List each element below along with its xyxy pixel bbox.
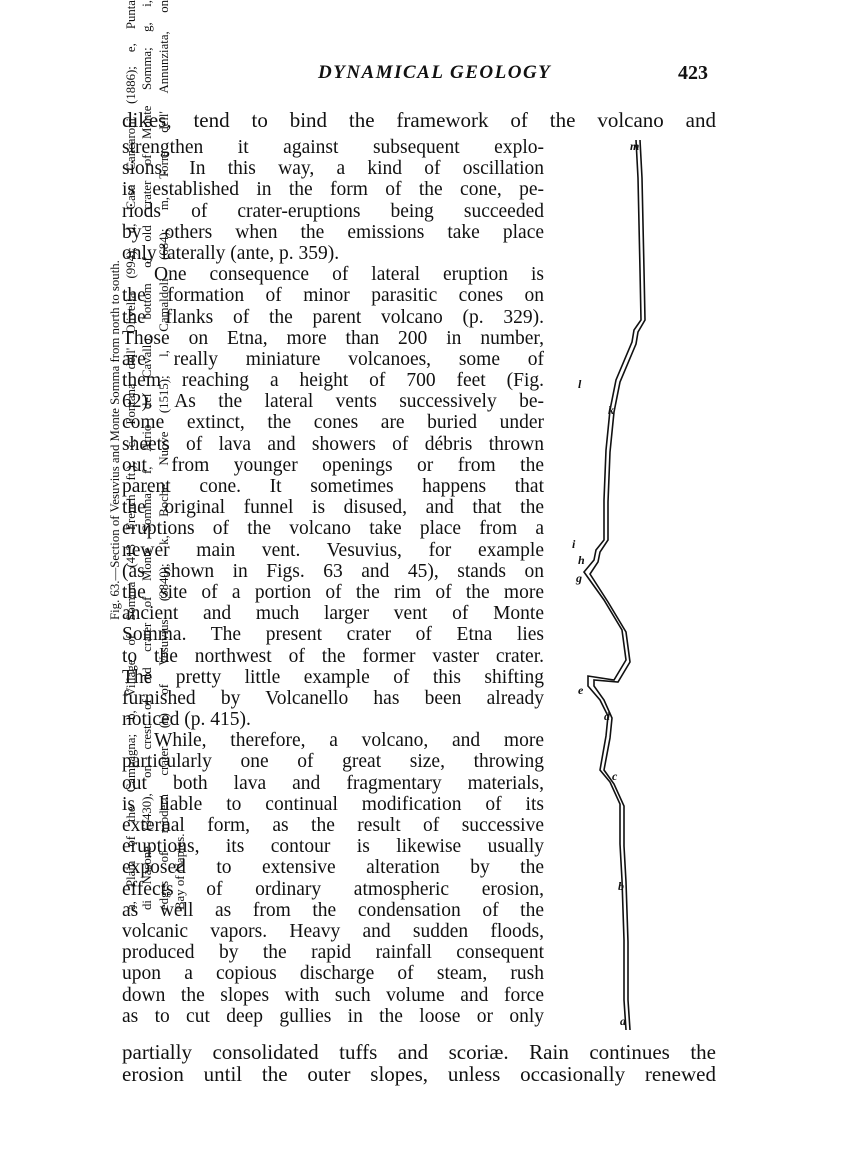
body-line: only laterally (ante, p. 359). bbox=[122, 242, 340, 264]
body-line: exposed to extensive alteration by the bbox=[122, 857, 544, 879]
body-line: the site of a portion of the rim of the more bbox=[122, 581, 544, 603]
profile-label-b: b bbox=[618, 879, 624, 893]
body-line: eruptions, its contour is likewise usually bbox=[122, 836, 544, 858]
body-line: to the northwest of the former vaster crater. bbox=[122, 645, 544, 667]
body-line: out from younger openings or from the bbox=[122, 454, 544, 476]
body-line: The pretty little example of this shifting bbox=[122, 666, 544, 688]
body-line: particularly one of great size, throwing bbox=[122, 751, 544, 773]
body-line: is established in the form of the cone, pe- bbox=[122, 179, 544, 201]
caption-line: di Nasone (3430), on crest of old crater of Monte Somma; f, Atrio del Cavallo, bottom of old crater of Monte Somma; g, i, bbox=[140, 0, 155, 910]
body-line-full-bottom: erosion until the outer slopes, unless occasionally renewed bbox=[122, 1062, 716, 1086]
body-line: strengthen it against subsequent explo- bbox=[122, 137, 544, 158]
caption-line: a, Plain of the Campagna; b, Village of Somma (413 French ft.); c, Fontana dell' Olivella (994); d, Casa Cancaroni (1886); e, Punta bbox=[124, 0, 139, 910]
body-line: the original funnel is disused, and that the bbox=[122, 497, 544, 519]
body-line: noticed (p. 415). bbox=[122, 709, 251, 731]
body-line: sheets of lava and showers of débris thrown bbox=[122, 433, 544, 455]
profile-label-d: d bbox=[604, 709, 610, 723]
running-title: DYNAMICAL GEOLOGY bbox=[318, 62, 552, 83]
profile-label-a: a bbox=[620, 1014, 626, 1028]
body-line: external form, as the result of successive bbox=[122, 815, 544, 836]
body-line: parent cone. It sometimes happens that bbox=[122, 476, 544, 497]
body-line: as to cut deep gullies in the loose or only bbox=[122, 1005, 544, 1027]
body-line: is liable to continual modification of its bbox=[122, 793, 544, 815]
body-line: (as shown in Figs. 63 and 45), stands on bbox=[122, 560, 544, 582]
body-line: 62). As the lateral vents successively be- bbox=[122, 391, 544, 413]
body-line: the flanks of the parent volcano (p. 329). bbox=[122, 306, 544, 328]
body-line: down the slopes with such volume and force bbox=[122, 984, 544, 1006]
body-line: Those on Etna, more than 200 in number, bbox=[122, 327, 544, 349]
profile-label-c: c bbox=[612, 769, 618, 783]
profile-label-i: i bbox=[572, 537, 576, 551]
body-line: come extinct, the cones are buried under bbox=[122, 412, 544, 434]
body-line: as well as from the condensation of the bbox=[122, 899, 544, 921]
figure-63 bbox=[548, 120, 728, 1050]
body-line: furnished by Volcanello has been already bbox=[122, 687, 544, 709]
body-line: volcanic vapors. Heavy and sudden floods, bbox=[122, 920, 544, 942]
body-line: newer main vent. Vesuvius, for example bbox=[122, 539, 544, 561]
volcano-section-profile bbox=[548, 120, 673, 1050]
caption-title: Fig. 63.—Section of Vesuvius and Monte Somma from north to south. bbox=[108, 260, 122, 620]
body-line-full-top: dikes, tend to bind the framework of the volcano and bbox=[122, 108, 716, 132]
body-line: Somma. The present crater of Etna lies bbox=[122, 624, 544, 646]
body-line: by others when the emissions take place bbox=[122, 221, 544, 243]
body-line: riods of crater-eruptions being succeeded bbox=[122, 200, 544, 222]
body-line: upon a copious discharge of steam, rush bbox=[122, 963, 544, 985]
body-line: produced by the rapid rainfall consequent bbox=[122, 942, 544, 964]
profile-label-g: g bbox=[576, 571, 582, 585]
body-line: out both lava and fragmentary materials, bbox=[122, 772, 544, 794]
body-line: eruptions of the volcano take place from a bbox=[122, 518, 544, 540]
body-line: ancient and much larger vent of Monte bbox=[122, 603, 544, 625]
profile-label-e: e bbox=[578, 683, 584, 697]
body-line: One consequence of lateral eruption is bbox=[154, 264, 544, 286]
body-line: the formation of minor parasitic cones on bbox=[122, 285, 544, 307]
body-line: While, therefore, a volcano, and more bbox=[154, 730, 544, 752]
caption-line: edges of modern crater (h) of Vesuvius (3840); k, Boche Nuove (1515); l, Camaldoli (684); m, Torre dell' Annunziata, on bbox=[156, 0, 171, 910]
page-number: 423 bbox=[678, 62, 708, 84]
profile-label-k: k bbox=[608, 403, 614, 417]
profile-line-outer bbox=[584, 140, 641, 1030]
body-line: them reaching a height of 700 feet (Fig. bbox=[122, 370, 544, 392]
body-line: effects of ordinary atmospheric erosion, bbox=[122, 878, 544, 900]
body-line: are really miniature volcanoes, some of bbox=[122, 348, 544, 370]
caption-line: Bay of Naples. bbox=[172, 833, 187, 910]
profile-label-m: m bbox=[630, 139, 640, 153]
profile-label-l: l bbox=[578, 377, 582, 391]
body-line: sions. In this way, a kind of oscillation bbox=[122, 158, 544, 180]
profile-label-h: h bbox=[578, 553, 585, 567]
body-line-full-bottom: partially consolidated tuffs and scoriæ. Rain continues the bbox=[122, 1040, 716, 1064]
profile-line-inner bbox=[590, 140, 645, 1030]
